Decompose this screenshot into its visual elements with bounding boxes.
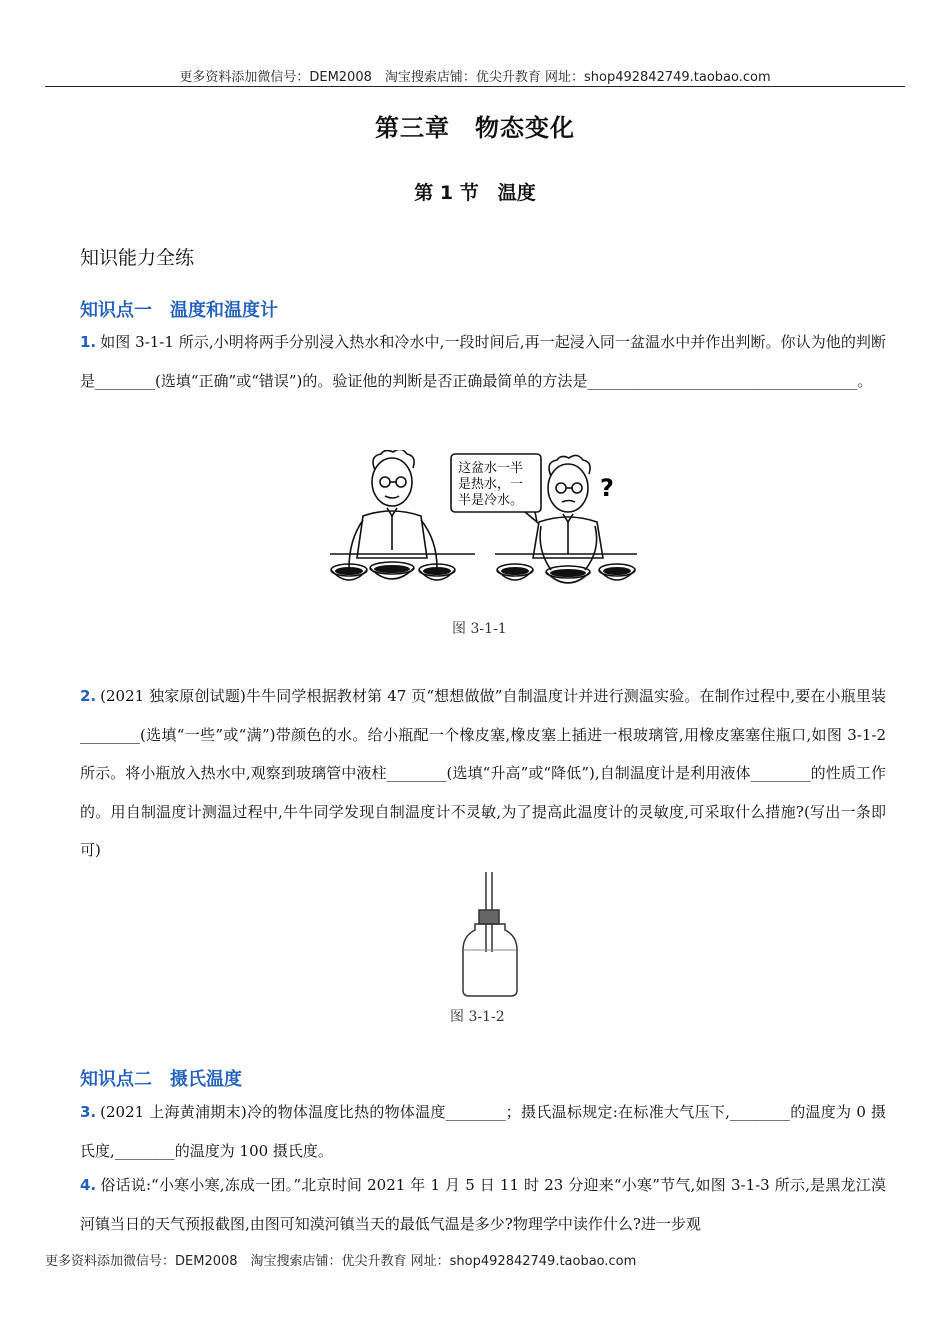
header-divider [45,86,905,87]
chapter-title: 第三章 物态变化 [375,114,575,142]
page-header: 更多资料添加微信号：DEM2008 淘宝搜索店铺：优尖升教育 网址：shop492842749.taobao.com [179,70,771,85]
bubble-line-1: 这盆水一半 [458,461,524,476]
figure-3-1-1-caption: 图 3-1-1 [452,621,507,637]
knowledge-point-1-heading: 知识点一 温度和温度计 [80,300,278,321]
hands-in-water-illustration [325,450,640,610]
figure-3-1-2 [455,870,525,1000]
section-title: 第 1 节 温度 [414,182,536,204]
question-text: (2021 上海黄浦期末)冷的物体温度比热的物体温度________；摄氏温标规定:在标准大气压下,________的温度为 0 摄氏度,________的温度为 100 摄氏度。 [80,1103,886,1160]
question-number: 1. [80,333,97,351]
figure-3-1-2-caption: 图 3-1-2 [450,1009,505,1025]
knowledge-point-2-heading: 知识点二 摄氏温度 [80,1069,242,1090]
question-mark: ? [600,474,614,502]
practice-heading: 知识能力全练 [80,247,195,269]
question-number: 3. [80,1103,97,1121]
question-2 [80,677,886,870]
question-text: 如图 3-1-1 所示,小明将两手分别浸入热水和冷水中,一段时间后,再一起浸入同一盆温水中并作出判断。你认为他的判断是________(选填“正确”或“错误”)的。验证他的判断是否正确最简单的方法是____________________________________。 [80,333,886,390]
page-footer: 更多资料添加微信号：DEM2008 淘宝搜索店铺：优尖升教育 网址：shop492842749.taobao.com [45,1254,637,1269]
bubble-line-3: 半是冷水。 [458,493,524,508]
question-3 [80,1093,886,1170]
question-text: 俗话说:“小寒小寒,冻成一团。”北京时间 2021 年 1 月 5 日 11 时 23 分迎来“小寒”节气,如图 3-1-3 所示,是黑龙江漠河镇当日的天气预报截图,由图可知漠河镇当天的最低气温是多少?物理学中读作什么?进一步观 [80,1176,886,1233]
question-number: 4. [80,1176,97,1194]
question-text: (2021 独家原创试题)牛牛同学根据教材第 47 页“想想做做”自制温度计并进行测温实验。在制作过程中,要在小瓶里装________(选填“一些”或“满”)带颜色的水。给小瓶配一个橡皮塞,橡皮塞上插进一根玻璃管,用橡皮塞塞住瓶口,如图 3-1-2 所示。将小瓶放入热水中,观察到玻璃管中液柱________(选填“升高”或“降低”),自制温度计是利用液体________的性质工作的。用自制温度计测温过程中,牛牛同学发现自制温度计不灵敏,为了提高此温度计的灵敏度,可采取什么措施?(写出一条即可) [80,687,886,859]
homemade-thermometer-illustration [455,870,525,1000]
question-4 [80,1166,886,1243]
bubble-line-2: 是热水，一 [458,477,524,492]
question-number: 2. [80,687,97,705]
figure-3-1-1 [325,450,640,610]
question-1 [80,323,886,400]
